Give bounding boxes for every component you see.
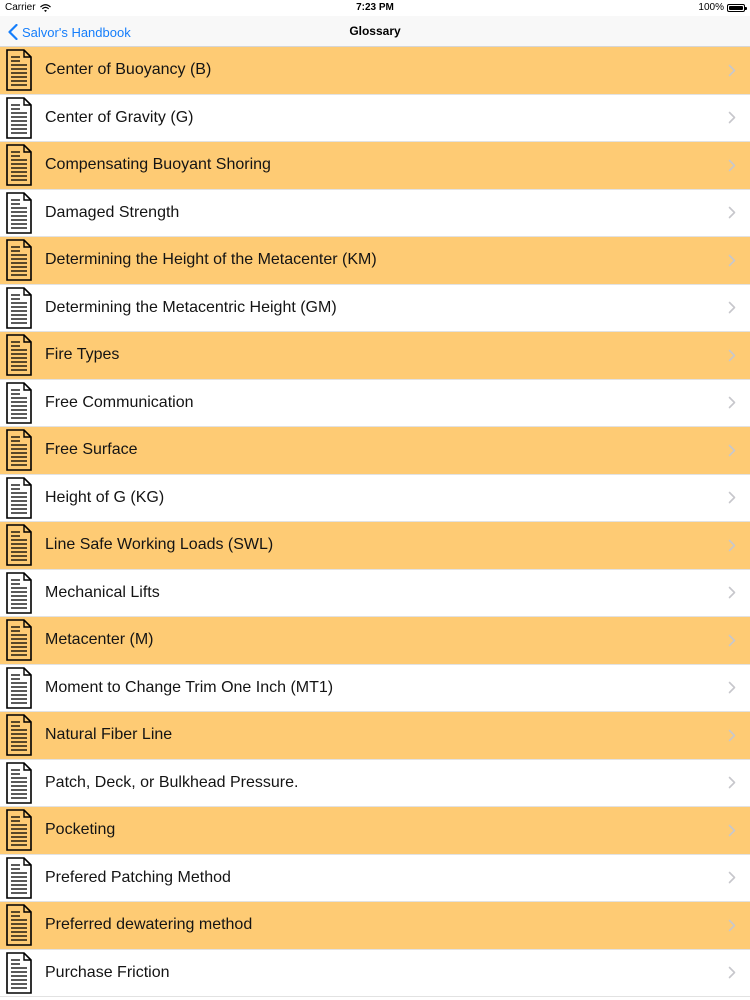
glossary-row[interactable] [0, 427, 750, 475]
glossary-row[interactable] [0, 712, 750, 760]
clock: 7:23 PM [356, 2, 394, 13]
document-icon [5, 238, 33, 282]
glossary-row-label: Pocketing [45, 821, 116, 839]
glossary-row-label: Patch, Deck, or Bulkhead Pressure. [45, 773, 299, 791]
glossary-row-label: Center of Gravity (G) [45, 108, 194, 126]
glossary-row-label: Height of G (KG) [45, 488, 165, 506]
chevron-right-icon [728, 586, 736, 599]
glossary-row[interactable] [0, 617, 750, 665]
navigation-bar [0, 16, 750, 47]
glossary-row-label: Center of Buoyancy (B) [45, 61, 212, 79]
document-icon [5, 951, 33, 995]
glossary-row[interactable] [0, 332, 750, 380]
glossary-row[interactable] [0, 475, 750, 523]
glossary-row[interactable] [0, 855, 750, 903]
document-icon [5, 856, 33, 900]
glossary-row-label: Prefered Patching Method [45, 868, 231, 886]
chevron-right-icon [728, 301, 736, 314]
chevron-right-icon [728, 776, 736, 789]
battery-percent: 100% [698, 2, 724, 13]
glossary-row-label: Free Surface [45, 441, 138, 459]
battery-indicator [698, 2, 745, 13]
chevron-right-icon [728, 206, 736, 219]
glossary-row-label: Preferred dewatering method [45, 916, 253, 934]
glossary-row[interactable] [0, 950, 750, 998]
document-icon [5, 143, 33, 187]
chevron-right-icon [728, 681, 736, 694]
glossary-row-label: Natural Fiber Line [45, 726, 173, 744]
glossary-row[interactable] [0, 665, 750, 713]
glossary-list [0, 47, 750, 997]
glossary-row-label: Determining the Height of the Metacenter (KM) [45, 251, 377, 269]
glossary-row[interactable] [0, 95, 750, 143]
glossary-row-label: Free Communication [45, 393, 194, 411]
chevron-right-icon [728, 729, 736, 742]
chevron-right-icon [728, 966, 736, 979]
glossary-row[interactable] [0, 237, 750, 285]
status-bar [0, 0, 750, 16]
chevron-right-icon [728, 396, 736, 409]
document-icon [5, 286, 33, 330]
document-icon [5, 523, 33, 567]
document-icon [5, 476, 33, 520]
document-icon [5, 333, 33, 377]
chevron-right-icon [728, 919, 736, 932]
chevron-right-icon [728, 634, 736, 647]
page-title: Glossary [349, 24, 401, 38]
document-icon [5, 48, 33, 92]
glossary-row-label: Metacenter (M) [45, 631, 154, 649]
chevron-right-icon [728, 539, 736, 552]
document-icon [5, 713, 33, 757]
chevron-right-icon [728, 349, 736, 362]
glossary-row-label: Purchase Friction [45, 963, 170, 981]
carrier-label: Carrier [5, 2, 36, 13]
glossary-row[interactable] [0, 522, 750, 570]
glossary-row[interactable] [0, 47, 750, 95]
glossary-row[interactable] [0, 380, 750, 428]
chevron-right-icon [728, 491, 736, 504]
glossary-row-label: Fire Types [45, 346, 120, 364]
glossary-row[interactable] [0, 570, 750, 618]
document-icon [5, 191, 33, 235]
glossary-row[interactable] [0, 902, 750, 950]
chevron-right-icon [728, 111, 736, 124]
glossary-row[interactable] [0, 760, 750, 808]
glossary-row-label: Line Safe Working Loads (SWL) [45, 536, 274, 554]
glossary-row-label: Determining the Metacentric Height (GM) [45, 298, 337, 316]
glossary-row-label: Moment to Change Trim One Inch (MT1) [45, 678, 334, 696]
chevron-right-icon [728, 159, 736, 172]
document-icon [5, 381, 33, 425]
document-icon [5, 571, 33, 615]
document-icon [5, 618, 33, 662]
document-icon [5, 808, 33, 852]
chevron-right-icon [728, 254, 736, 267]
chevron-right-icon [728, 64, 736, 77]
glossary-row-label: Damaged Strength [45, 203, 180, 221]
document-icon [5, 666, 33, 710]
glossary-row-label: Mechanical Lifts [45, 583, 160, 601]
glossary-row[interactable] [0, 285, 750, 333]
chevron-right-icon [728, 444, 736, 457]
document-icon [5, 761, 33, 805]
glossary-row-label: Compensating Buoyant Shoring [45, 156, 271, 174]
glossary-row[interactable] [0, 190, 750, 238]
chevron-right-icon [728, 824, 736, 837]
back-button-label: Salvor's Handbook [22, 24, 131, 40]
glossary-row[interactable] [0, 142, 750, 190]
document-icon [5, 903, 33, 947]
battery-icon [727, 4, 745, 12]
document-icon [5, 96, 33, 140]
glossary-row[interactable] [0, 807, 750, 855]
chevron-right-icon [728, 871, 736, 884]
document-icon [5, 428, 33, 472]
